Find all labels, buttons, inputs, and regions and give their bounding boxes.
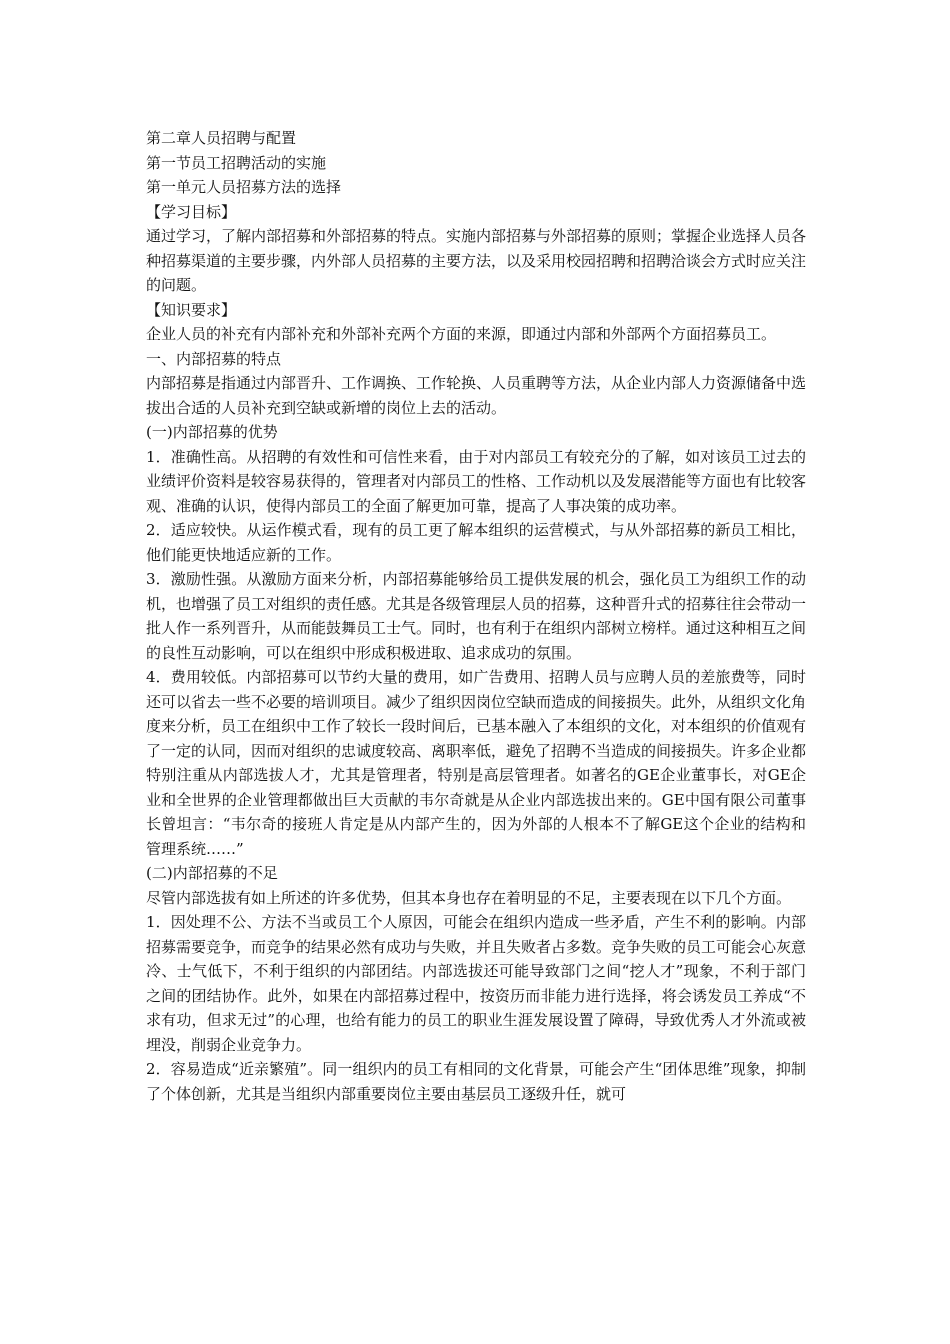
chapter-title: 第二章人员招聘与配置 xyxy=(146,129,297,147)
disadvantages-heading: (二)内部招募的不足 xyxy=(146,864,278,882)
section-title: 第一节员工招聘活动的实施 xyxy=(146,153,327,172)
knowledge-heading: 【知识要求】 xyxy=(146,300,237,319)
knowledge-text: 企业人员的补充有内部补充和外部补充两个方面的来源，即通过内部和外部两个方面招募员工。 xyxy=(146,325,777,343)
advantage-item-1: 1．准确性高。从招聘的有效性和可信性来看，由于对内部员工有较充分的了解，如对该员工过去的业绩评价资料是较容易获得的，管理者对内部员工的性格、工作动机以及发展潜能等方面也有比较客观、准确的认识，使得内部员工的全面了解更加可靠，提高了人事决策的成功率。 xyxy=(146,447,807,515)
internal-recruitment-text: 内部招募是指通过内部晋升、工作调换、工作轮换、人员重聘等方法，从企业内部人力资源储备中选拔出合适的人员补充到空缺或新增的岗位上去的活动。 xyxy=(146,374,807,417)
advantage-item-4: 4．费用较低。内部招募可以节约大量的费用，如广告费用、招聘人员与应聘人员的差旅费等，同时还可以省去一些不必要的培训项目。减少了组织因岗位空缺而造成的间接损失。此外，从组织文化角度来分析，员工在组织中工作了较长一段时间后，已基本融入了本组织的文化，对本组织的价值观有了一定的认同，因而对组织的忠诚度较高、离职率低，避免了招聘不当造成的间接损失。许多企业都特别注重从内部选拔人才，尤其是管理者，特别是高层管理者。如著名的GE企业董事长，对GE企业和全世界的企业管理都做出巨大贡献的韦尔奇就是从企业内部选拔出来的。GE中国有限公司董事长曾坦言：“韦尔奇的接班人肯定是从内部产生的，因为外部的人根本不了解GE这个企业的结构和管理系统……” xyxy=(146,668,807,858)
advantages-heading: (一)内部招募的优势 xyxy=(146,423,278,441)
learning-goals-text: 通过学习，了解内部招募和外部招募的特点。实施内部招募与外部招募的原则；掌握企业选择人员各种招募渠道的主要步骤，内外部人员招募的主要方法，以及采用校园招聘和招聘洽谈会方式时应关注的问题。 xyxy=(146,227,807,294)
disadvantage-item-1: 1．因处理不公、方法不当或员工个人原因，可能会在组织内造成一些矛盾，产生不利的影响。内部招募需要竞争，而竞争的结果必然有成功与失败，并且失败者占多数。竞争失败的员工可能会心灰意冷、士气低下，不利于组织的内部团结。内部选拔还可能导致部门之间“挖人才”现象，不利于部门之间的团结协作。此外，如果在内部招募过程中，按资历而非能力进行选择，将会诱发员工养成“不求有功，但求无过”的心理，也给有能力的员工的职业生涯发展设置了障碍，导致优秀人才外流或被埋没，削弱企业竞争力。 xyxy=(146,913,807,1054)
document-page xyxy=(146,126,806,1106)
disadvantage-item-2: 2．容易造成“近亲繁殖”。同一组织内的员工有相同的文化背景，可能会产生“团体思维”现象，抑制了个体创新，尤其是当组织内部重要岗位主要由基层员工逐级升任，就可 xyxy=(146,1060,806,1103)
advantage-item-3: 3．激励性强。从激励方面来分析，内部招募能够给员工提供发展的机会，强化员工为组织工作的动机，也增强了员工对组织的责任感。尤其是各级管理层人员的招募，这种晋升式的招募往往会带动一批人作一系列晋升，从而能鼓舞员工士气。同时，也有利于在组织内部树立榜样。通过这种相互之间的良性互动影响，可以在组织中形成积极进取、追求成功的氛围。 xyxy=(146,570,807,662)
internal-recruitment-heading: 一、内部招募的特点 xyxy=(146,349,282,368)
advantage-item-2: 2．适应较快。从运作模式看，现有的员工更了解本组织的运营模式，与从外部招募的新员工相比，他们能更快地适应新的工作。 xyxy=(146,521,806,564)
learning-goals-heading: 【学习目标】 xyxy=(146,202,237,221)
disadvantages-text: 尽管内部选拔有如上所述的许多优势，但其本身也存在着明显的不足，主要表现在以下几个方面。 xyxy=(146,888,792,907)
unit-title: 第一单元人员招募方法的选择 xyxy=(146,178,342,196)
